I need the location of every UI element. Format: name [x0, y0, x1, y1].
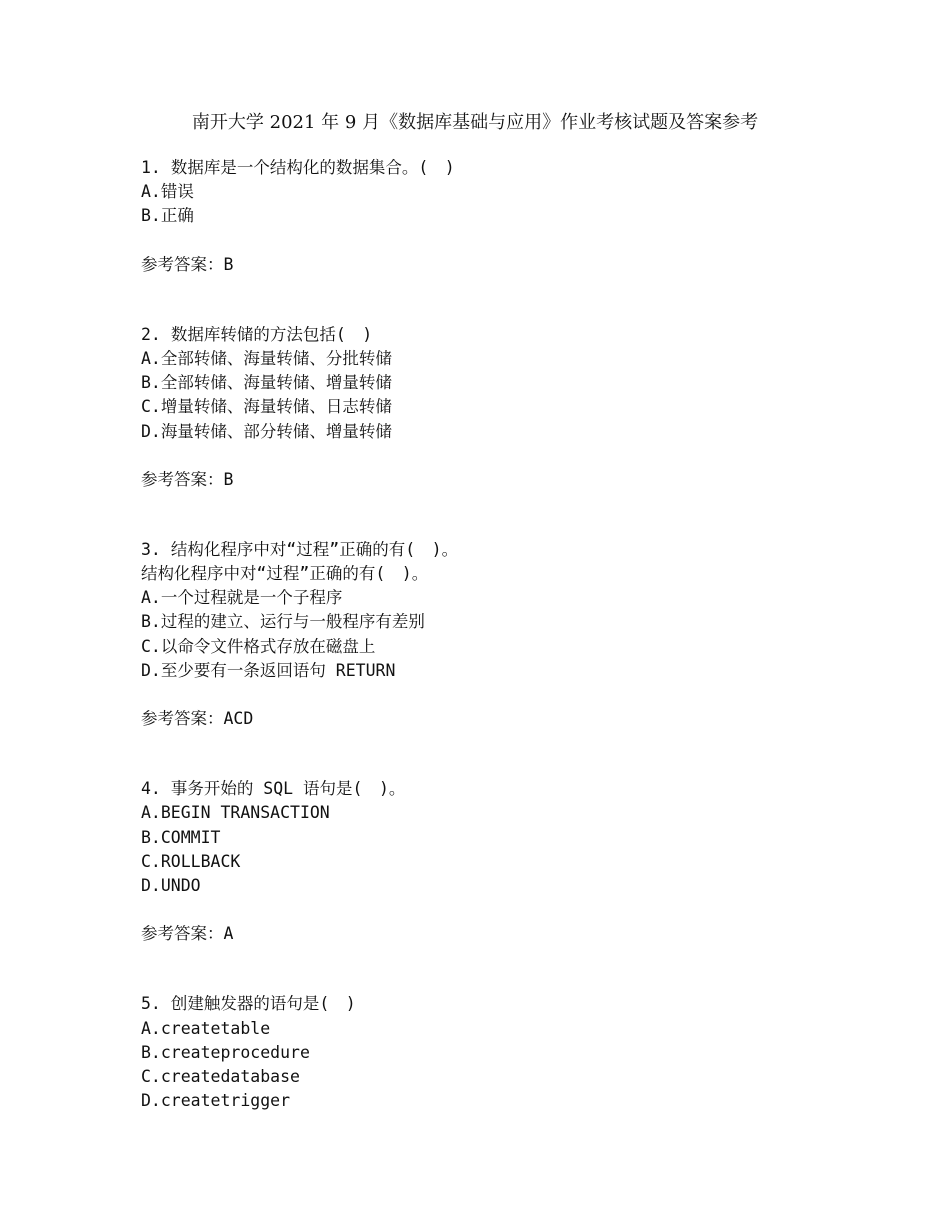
option-b: B.正确 [141, 206, 194, 226]
question-subtext: 结构化程序中对“过程”正确的有( )。 [141, 564, 429, 584]
question-3 [141, 538, 921, 731]
option-c: C.ROLLBACK [141, 851, 241, 871]
question-5 [141, 992, 921, 1113]
option-a: A.一个过程就是一个子程序 [141, 588, 343, 608]
spacer [141, 731, 921, 777]
question-number: 5. [141, 994, 161, 1014]
spacer [141, 946, 921, 992]
question-stem [141, 538, 921, 562]
question-text: 数据库是一个结构化的数据集合。( ) [170, 158, 455, 177]
question-4 [141, 777, 921, 946]
question-text: 创建触发器的语句是( ) [170, 994, 356, 1014]
option-d: D.UNDO [141, 875, 201, 895]
option-b: B.全部转储、海量转储、增量转储 [141, 373, 392, 393]
question-list [141, 156, 921, 1113]
question-stem [141, 992, 921, 1016]
option-b: B.createprocedure [141, 1042, 310, 1062]
option-d: D.createtrigger [141, 1091, 291, 1111]
question-text: 结构化程序中对“过程”正确的有( )。 [170, 539, 459, 559]
question-2 [141, 323, 921, 492]
option-c: C.以命令文件格式存放在磁盘上 [141, 636, 376, 656]
question-1 [141, 156, 921, 277]
option-b: B.COMMIT [141, 827, 221, 847]
question-number: 2. [141, 324, 161, 344]
spacer [141, 277, 921, 323]
question-stem [141, 777, 921, 801]
question-number: 3. [141, 539, 161, 559]
reference-answer: 参考答案：ACD [141, 709, 254, 729]
option-a: A.BEGIN TRANSACTION [141, 803, 330, 823]
document-title: 南开大学 2021 年 9 月《数据库基础与应用》作业考核试题及答案参考 [191, 112, 759, 133]
spacer [141, 492, 921, 538]
question-text: 数据库转储的方法包括( ) [170, 324, 373, 344]
question-stem [141, 323, 921, 347]
question-stem [141, 156, 921, 180]
reference-answer: 参考答案：B [141, 254, 234, 274]
option-d: D.海量转储、部分转储、增量转储 [141, 421, 392, 441]
reference-answer: 参考答案：A [141, 924, 234, 944]
question-number: 1. [141, 158, 161, 177]
option-a: A.createtable [141, 1018, 271, 1038]
reference-answer: 参考答案：B [141, 469, 234, 489]
option-a: A.错误 [141, 182, 194, 202]
option-b: B.过程的建立、运行与一般程序有差别 [141, 612, 425, 632]
question-text: 事务开始的 SQL 语句是( )。 [170, 779, 406, 799]
option-c: C.增量转储、海量转储、日志转储 [141, 397, 392, 417]
option-c: C.createdatabase [141, 1066, 300, 1086]
option-a: A.全部转储、海量转储、分批转储 [141, 348, 392, 368]
option-d: D.至少要有一条返回语句 RETURN [141, 660, 396, 680]
question-number: 4. [141, 779, 161, 799]
